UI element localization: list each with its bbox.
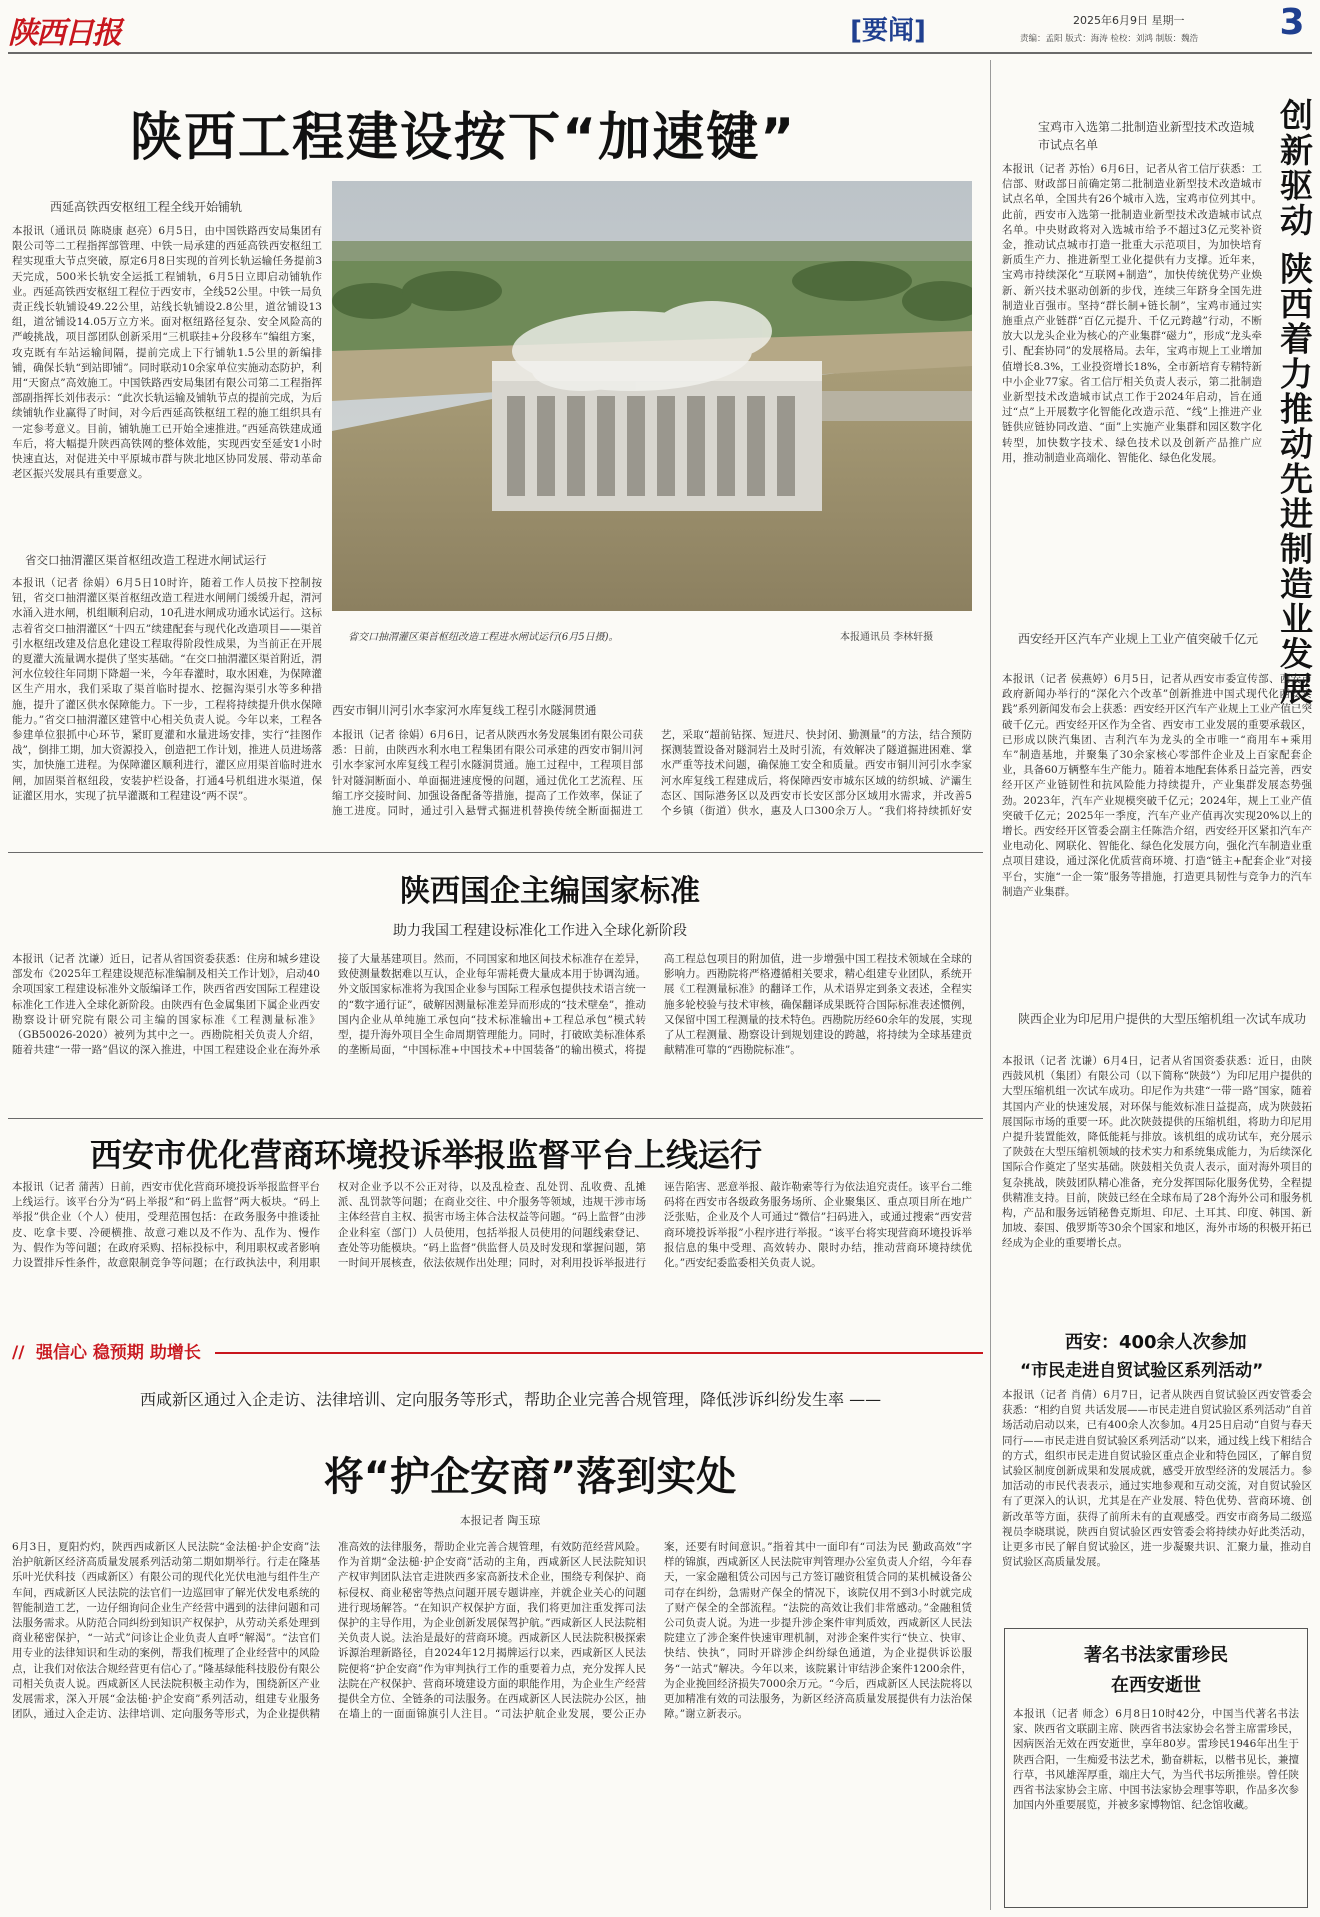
r4-headline-2: “市民走进自贸试验区系列活动” bbox=[1020, 1361, 1264, 1381]
photo-credit: 本报通讯员 李林轩摄 bbox=[840, 632, 934, 643]
dam-photo-illustration bbox=[332, 181, 972, 611]
banner-mark-icon: // bbox=[12, 1343, 25, 1363]
issue-date: 2025年6月9日 星期一 bbox=[1073, 14, 1185, 27]
obit-box bbox=[1004, 1628, 1308, 1908]
lead-headline: 陕西工程建设按下“加速键” bbox=[130, 108, 797, 168]
r1-title: 宝鸡市入选第二批制造业新型技术改造城市试点名单 bbox=[1038, 120, 1255, 152]
obit-headline-1: 著名书法家雷珍民 bbox=[1084, 1645, 1228, 1666]
r3-title: 陕西企业为印尼用户提供的大型压缩机组一次试车成功 bbox=[1018, 1012, 1307, 1026]
right-col-rule bbox=[990, 60, 991, 1910]
divider-1 bbox=[8, 852, 983, 853]
page-number: 3 bbox=[1279, 2, 1305, 43]
feature-body: 6月3日，夏阳灼灼，陕西西咸新区人民法院“金法槌·护企安商”法治护航新区经济高质量发展系列活动第二期如期举行。行走在隆基乐叶光伏科技（西咸新区）有限公司的现代化光伏电池与组件生产车间，西咸新区人民法院的法官们一边巡回审了解光伏发电系统的智能制造工艺，一边仔细询问企业生产经营中遇到的法律问题和司法服务需求。从防范合同纠纷到知识产权保护，从劳动关系处理到商业秘密保护，“一站式”问诊让企业负责人直呼“解渴”。“法官们用专业的法律知识和生动的案例，帮我们梳理了企业经营中的风险点，让我们对依法合规经营更有信心了。”隆基绿能科技股份有限公司相关负责人说。西咸新区人民法院积极主动作为，围绕新区产业发展需求，深入开展“金法槌·护企安商”系列活动，组建专业服务团队，通过入企走访、法律培训、定向服务等形式，为企业提供精准高效的法律服务，帮助企业完善合规管理，有效防范经营风险。作为首期“金法槌·护企安商”活动的主角，西咸新区人民法院知识产权审判团队法官走进陕西多家高新技术企业，围绕专利保护、商标侵权、商业秘密等热点问题开展专题讲座，并就企业关心的问题进行现场解答。“在知识产权保护方面，我们将更加注重发挥司法保护的主导作用，为企业创新发展保驾护航。”西咸新区人民法院相关负责人说。法治是最好的营商环境。西咸新区人民法院积极探索诉源治理新路径，自2024年12月揭牌运行以来，西咸新区人民法院便将“护企安商”作为审判执行工作的重要着力点，充分发挥人民法院在产权保护、营商环境建设方面的职能作用，为企业生产经营提供全方位、全链条的司法服务。在西咸新区人民法院办公区，抽在墙上的一面面锦旗引人注目。“司法护航企业发展，要公正办案，还要有时间意识。”指着其中一面印有“司法为民 勤政高效”字样的锦旗，西咸新区人民法院审判管理办公室负责人介绍，今年春天，一家金融租赁公司因与己方签订融资租赁合同的某机械设备公司存在纠纷，急需财产保全的情况下，该院仅用不到3小时就完成了财产保全的全部流程。“法院的高效让我们非常感动。”金融租赁公司负责人说。为进一步提升涉企案件审判质效，西咸新区人民法院建立了涉企案件快速审理机制，对涉企案件实行“快立、快审、快结、快执”，同时开辟涉企纠纷绿色通道，为企业提供诉讼服务“一站式”解决。今年以来，该院累计审结涉企案件1200余件，为企业挽回经济损失7000余万元。“今后，西咸新区人民法院将以更加精准有效的司法服务，为新区经济高质量发展提供有力法治保障。”谢立新表示。 bbox=[12, 1541, 972, 1721]
obit-headline-2: 在西安逝世 bbox=[1111, 1675, 1201, 1696]
lead-sub3-body: 本报讯（记者 徐娟）6月6日，记者从陕西水务发展集团有限公司获悉：日前，由陕西水利水电工程集团有限公司承建的西安市铜川河引水李家河水库复线工程引水隧洞贯通。施工过程中，工程项目部针对隧洞断面小、单面掘进速度慢的问题，通过优化工艺流程、压缩工序交接时间、加强设备配备等措施，提高了工作效率，保证了施工进度。同时，通过引入悬臂式掘进机替换传统全断面掘进工艺，采取“超前钻探、短进尺、快封闭、勤测量”的方法，结合预防探测装置设备对隧洞岩土及时引流，有效解决了隧道掘进困难、掌水严重等技术问题，确保施工安全和质量。西安市铜川河引水李家河水库复线工程建成后，将保障西安市城东区域的纺织城、浐灞生态区、国际港务区以及西安市长安区部分区域用水需求，并改善5个乡镇（街道）供水，惠及人口300余万人。“我们将持续抓好安 bbox=[332, 729, 972, 818]
feature-byline: 本报记者 陶玉琼 bbox=[459, 1514, 541, 1527]
editors-line: 责编：孟阳 版式：海涛 检校：刘鸿 制版：魏浩 bbox=[1020, 34, 1199, 44]
standards-body: 本报讯（记者 沈谦）近日，记者从省国资委获悉：住房和城乡建设部发布《2025年工程建设规范标准编制及相关工作计划》，启动40余项国家工程建设标准外文版编译工作，陕西省西安国际工程建设标准化工作进入全球化新阶段。由陕西有色金属集团下属企业西安勘察设计研究院有限公司主编的国家标准《工程测量标准》（GB50026-2020）被列为其中之一。西勘院相关负责人介绍，随着共建“一带一路”倡议的深入推进，中国工程建设企业在海外承接了大量基建项目。然而，不同国家和地区间技术标准存在差异，致使测量数据难以互认，企业每年需耗费大量成本用于协调沟通。外文版国家标准将为我国企业参与国际工程承包提供技术语言统一的“数字通行证”，破解因测量标准差异而形成的“技术壁垒”，推动国内企业从单纯施工承包向“技术标准输出+工程总承包”模式转型，提升海外项目全生命周期管理能力。同时，打破欧美标准体系的垄断局面，“中国标准+中国技术+中国装备”的输出模式，将提高工程总包项目的附加值，进一步增强中国工程技术领域在全球的影响力。西勘院将严格遵循相关要求，精心组建专业团队，系统开展《工程测量标准》的翻译工作，从术语界定到条文表述，全程实施多轮校验与技术审核，确保翻译成果既符合国际标准表述惯例，又保留中国工程测量的技术特色。西勘院历经60余年的发展，实现了从工程测量、勘察设计到规划建设的跨越，将持续为全球基建贡献精准可靠的“西勘院标准”。 bbox=[12, 953, 972, 1057]
standards-subhead: 助力我国工程建设标准化工作进入全球化新阶段 bbox=[393, 923, 687, 939]
lead-photo bbox=[332, 181, 972, 611]
logo-text: 陕西日报 bbox=[8, 16, 120, 51]
masthead-rule bbox=[8, 52, 1312, 54]
lead-sub2-title: 省交口抽渭灌区渠首枢纽改造工程进水闸试运行 bbox=[25, 553, 267, 567]
complaints-body: 本报讯（记者 蒲茜）日前，西安市优化营商环境投诉举报监督平台上线运行。该平台分为“码上举报”和“码上监督”两大板块。“码上举报”供企业（个人）使用，受理范围包括：在政务服务中推诿扯皮、吃拿卡要、冷硬横推、故意刁难以及不作为、乱作为、慢作为、假作为等问题；在政府采购、招标投标中，利用职权或者影响力设置排斥性条件，故意限制竞争等问题；在行政执法中，利用职权对企业予以不公正对待，以及乱检查、乱处罚、乱收费、乱摊派、乱罚款等问题；在商业交往、中介服务等领域，违规干涉市场主体经营自主权、损害市场主体合法权益等问题。“码上监督”由涉企业科室（部门）人员使用，包括举报人员使用的问题线索登记、查处等功能模块。“码上监督”供监督人员及时发现和掌握问题，第一时间开展核查，依法依规作出处理；同时，对利用投诉举报进行诬告陷害、恶意举报、敲诈勒索等行为依法追究责任。该平台二维码将在西安市各级政务服务场所、企业聚集区、重点项目所在地广泛张贴，企业及个人可通过“微信”扫码进入，或通过搜索“西安营商环境投诉举报”小程序进行举报。“该平台将实现营商环境投诉举报信息的集中受理、高效转办、限时办结，推动营商环境持续优化。”西安纪委监委相关负责人说。 bbox=[12, 1181, 972, 1270]
lead-sub3-title: 西安市铜川河引水李家河水库复线工程引水隧洞贯通 bbox=[332, 703, 597, 717]
vertical-title: 创新驱动 陕西着力推动先进制造业发展 bbox=[1275, 98, 1314, 707]
r4-body: 本报讯（记者 肖倩）6月7日，记者从陕西自贸试验区西安管委会获悉：“相约自贸 共话发展——市民走进自贸试验区系列活动”自首场活动启动以来，已有400余人次参加。4月25日启动“自贸与春天同行——市民走进自贸试验区系列活动”以来，通过线上线下相结合的方式，组织市民走进自贸试验区重点企业和特色园区，了解自贸试验区制度创新成果和发展成就，感受开放型经济的发展活力。参加活动的市民代表表示，通过实地参观和互动交流，对自贸试验区有了更深入的认识，尤其是在产业发展、特色优势、营商环境、创新改革等方面，获得了前所未有的直观感受。西安市商务局二级巡视员李晓琪说，陕西自贸试验区西安管委会将持续办好此类活动，让更多市民了解自贸试验区，进一步凝聚共识、汇聚力量，推动自贸试验区高质量发展。 bbox=[1002, 1389, 1312, 1569]
lead-sub1-title: 西延高铁西安枢纽工程全线开始铺轨 bbox=[50, 200, 243, 214]
banner-label: 强信心 稳预期 助增长 bbox=[36, 1343, 201, 1363]
obit-body: 本报讯（记者 师念）6月8日10时42分，中国当代著名书法家、陕西省文联副主席、陕西省书法家协会名誉主席雷珍民，因病医治无效在西安逝世，享年80岁。雷珍民1946年出生于陕西合阳，一生痴爱书法艺术，勤奋耕耘，以楷书见长，兼擅行草，书风雄浑厚重，端庄大气，为当代书坛所推崇。曾任陕西省书法家协会主席、中国书法家协会理事等职，作品多次参加国内外重要展览，并被多家博物馆、纪念馆收藏。 bbox=[1013, 1708, 1299, 1812]
feature-deck: 西咸新区通过入企走访、法律培训、定向服务等形式，帮助企业完善合规管理，降低涉诉纠纷发生率 —— bbox=[140, 1390, 882, 1409]
section-label: [要闻] bbox=[850, 16, 926, 46]
complaints-headline: 西安市优化营商环境投诉举报监督平台上线运行 bbox=[90, 1136, 763, 1174]
standards-headline: 陕西国企主编国家标准 bbox=[400, 874, 700, 909]
masthead-logo bbox=[8, 8, 168, 51]
r3-body: 本报讯（记者 沈谦）6月4日，记者从省国资委获悉：近日，由陕西鼓风机（集团）有限公司（以下简称“陕鼓”）为印尼用户提供的大型压缩机组一次试车成功。印尼作为共建“一带一路”国家，随着其国内产业的快速发展，对环保与能效标准日益提高，成为陕鼓拓展国际市场的重要一环。此次陕鼓提供的压缩机组，将助力印尼用户提升装置能效，降低能耗与排放。该机组的成功试车，充分展示了陕鼓在大型压缩机领域的技术实力和系统集成能力，为后续深化国际合作奠定了坚实基础。陕鼓相关负责人表示，面对海外项目的复杂挑战，陕鼓团队精心准备，充分发挥国际化服务优势，全程提供精准支持。目前，陕鼓已经在全球布局了28个海外公司和服务机构，产品和服务远销秘鲁克斯坦、印尼、土耳其、印度、韩国、新加坡、泰国、俄罗斯等30余个国家和地区，海外市场的积极开拓已经成为企业的重要增长点。 bbox=[1002, 1055, 1312, 1250]
topic-banner bbox=[8, 1338, 983, 1368]
feature-headline: 将“护企安商”落到实处 bbox=[323, 1454, 737, 1500]
photo-caption: 省交口抽渭灌区渠首枢纽改造工程进水闸试运行(6月5日摄)。 bbox=[348, 632, 619, 643]
divider-2 bbox=[8, 1118, 983, 1119]
r2-body: 本报讯（记者 侯燕婷）6月5日，记者从西安市委宣传部、西安市政府新闻办举行的“深化六个改革”创新推进中国式现代化西安实践”系列新闻发布会上获悉：西安经开区汽车产业规上工业产值已突破千亿元。西安经开区作为全省、西安市工业发展的重要承载区，已形成以陕汽集团、吉利汽车为龙头的全市唯一“商用车+乘用车”制造基地，并聚集了30余家核心零部件企业及上百家配套企业，具备60万辆整车生产能力。随着本地配套体系日益完善，西安经开区产业链韧性和抗风险能力持续提升，产业集群发展态势强劲。2023年，汽车产业规模突破千亿元；2024年，规上工业产值突破千亿元；2025年一季度，汽车产业产值再次实现20%以上的增长。西安经开区管委会副主任陈浩介绍，西安经开区紧扣汽车产业电动化、网联化、智能化、绿色化发展方向，强化汽车制造业重点项目建设，通过深化优质营商环境、打造“链主+配套企业”对接平台，实施“一企一策”服务等措施，打造更具韧性与竞争力的汽车制造产业集群。 bbox=[1002, 673, 1312, 898]
r4-headline-1: 西安：400余人次参加 bbox=[1065, 1332, 1247, 1353]
lead-sub2-body: 本报讯（记者 徐娟）6月5日10时许，随着工作人员按下控制按钮，省交口抽渭灌区渠首枢纽改造工程进水闸闸门缓缓升起，渭河水涌入进水闸，机组顺利启动，10孔进水闸成功通水试运行。这标志着省交口抽渭灌区“十四五”续建配套与现代化改造项目——渠首引水枢纽改建及信息化建设工程取得阶段性成果，为当前正在开展的夏灌大流量调水提供了坚实基础。“在交口抽渭灌区渠首附近，渭河水位较往年同期下降超一米，今年春灌时，取水困难，为保障灌区生产用水，我们采取了渠首临时提水、挖掘沟渠引水等多种措施，提升了灌区供水保障能力。下一步，工程将持续提升供水保障能力。”省交口抽渭灌区建管中心相关负责人说。今年以来，工程各参建单位狠抓中心环节，紧盯夏灌和水量进场安排，实行“挂图作战”，倒排工期，加大资源投入，创造把工作计划，推进人员进场落实，加快施工进程。为保障灌区顺利进行，灌区应用渠首临时进水闸，加固渠首枢纽段，安装护栏设备，打通4号机组进水渠道，保证灌区用水，实现了抗旱灌溉和工程建设“两不误”。 bbox=[12, 577, 322, 802]
lead-sub1-body: 本报讯（通讯员 陈晓康 赵亮）6月5日，由中国铁路西安局集团有限公司等二工程指挥部管理、中铁一局承建的西延高铁西安枢纽工程实现重大节点突破，原定6月8日实现的首列长轨运输任务提前3天完成，500米长轨安全运抵工程铺轨，6月5日立即启动铺轨作业。西延高铁西安枢纽工程位于西安市，全线52公里。中铁一局负责正线长轨铺设49.22公里，站线长轨铺设2.8公里，道岔铺设13组，道岔铺设14.05万立方米。面对枢纽路径复杂、安全风险高的严峻挑战，项目部团队创新采用“三机联挂+分段移车”编组方案，攻克既有车站运输间隔，提前完成上下行铺轨1.5公里的新编排铺，确保长轨“到站即铺”。同时联动10余家单位实施动态防护，利用“天窗点”高效施工。中国铁路西安局集团有限公司第二工程指挥部副指挥长刘伟表示：“此次长轨运输及铺轨节点的提前完成，为后续铺轨作业赢得了时间，对今后西延高铁枢纽工程的施工组织具有一定参考意义。目前，铺轨施工已开始全速推进。”西延高铁建成通车后，将大幅提升陕西高铁网的整体效能，实现西安至延安1小时快速直达，对促进关中平原城市群与陕北地区协同发展、带动革命老区振兴发展具有重要意义。 bbox=[12, 225, 322, 481]
r2-title: 西安经开区汽车产业规上工业产值突破千亿元 bbox=[1018, 632, 1259, 646]
banner-label-box bbox=[8, 1340, 215, 1366]
r1-body: 本报讯（记者 苏怡）6月6日，记者从省工信厅获悉：工信部、财政部日前确定第二批制造业新型技术改造城市试点名单，全国共有26个城市入选，宝鸡市位列其中。此前，西安市入选第一批制造业新型技术改造城市试点名单。中央财政将对入选城市给予不超过3亿元奖补资金，推动试点城市打造一批重大示范项目，为加快培育新质生产力、推进新型工业化提供有力支撑。近年来，宝鸡市持续深化“互联网+制造”，加快传统优势产业焕新、新兴技术驱动创新的步伐，连续三年跻身全国先进制造业百强市。坚持“群长制+链长制”，宝鸡市通过实施重点产业链群“百亿元提升、千亿元跨越”行动，不断放大以龙头企业为核心的产业集群“磁力”，形成“龙头牵引、配套协同”的发展格局。去年，宝鸡市规上工业增加值增长8.3%，工业投资增长18%，全市新培育专精特新中小企业77家。省工信厅相关负责人表示，第二批制造业新型技术改造城市试点工作于2024年启动，旨在通过“点”上开展数字化智能化改造示范、“线”上推进产业链供应链协同改造、“面”上实施产业集群和园区数字化转型，加快数字技术、绿色技术以及创新产品推广应用，推动制造业高端化、智能化、绿色化发展。 bbox=[1002, 163, 1262, 464]
